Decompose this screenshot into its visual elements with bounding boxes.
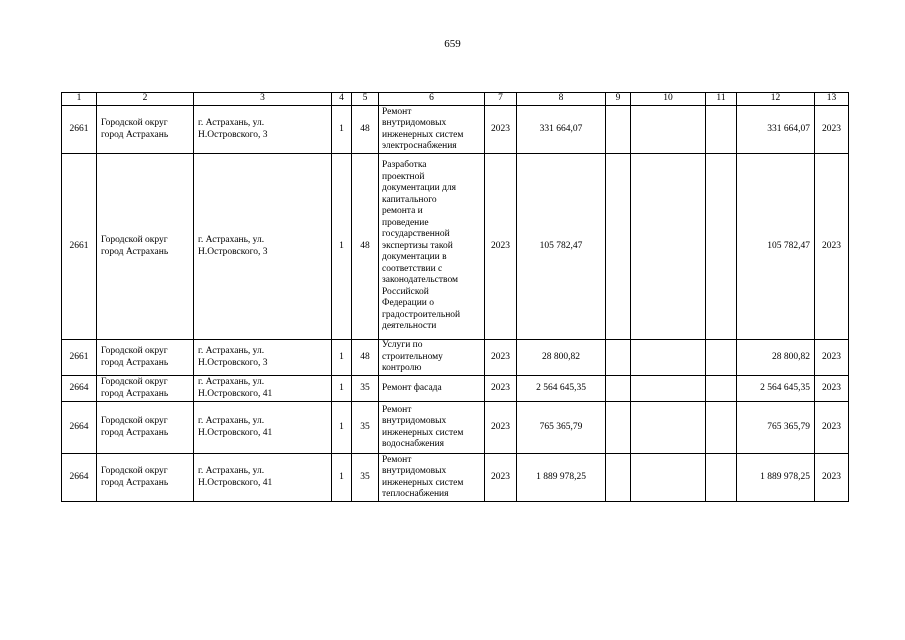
table-cell-col-9 [606, 454, 631, 502]
table-cell-col-8: 2 564 645,35 [517, 376, 606, 402]
table-cell-col-4: 1 [332, 402, 352, 454]
table-cell-col-11 [706, 376, 737, 402]
table-cell-col-4: 1 [332, 454, 352, 502]
header-cell: 9 [606, 93, 631, 106]
table-cell-col-1: 2664 [62, 402, 97, 454]
table-cell-col-5: 48 [352, 340, 379, 376]
table-cell-col-2: Городской округ город Астрахань [97, 454, 194, 502]
header-cell: 5 [352, 93, 379, 106]
table-cell-col-4: 1 [332, 376, 352, 402]
header-row [62, 93, 849, 106]
table-cell-col-9 [606, 402, 631, 454]
table-cell-col-6: Ремонт внутридомовых инженерных систем теплоснабжения [379, 454, 485, 502]
table-cell-col-6: Ремонт внутридомовых инженерных систем электроснабжения [379, 106, 485, 154]
table-cell-col-8: 765 365,79 [517, 402, 606, 454]
table-cell-col-4: 1 [332, 340, 352, 376]
table-cell-col-7: 2023 [485, 454, 517, 502]
table-cell-col-9 [606, 340, 631, 376]
table-cell-col-11 [706, 154, 737, 340]
table-cell-col-1: 2664 [62, 376, 97, 402]
table-cell-col-4: 1 [332, 154, 352, 340]
header-cell: 1 [62, 93, 97, 106]
table-cell-col-5: 48 [352, 154, 379, 340]
table-cell-col-5: 35 [352, 454, 379, 502]
header-cell: 7 [485, 93, 517, 106]
table-cell-col-12: 1 889 978,25 [737, 454, 815, 502]
table-cell-col-2: Городской округ город Астрахань [97, 154, 194, 340]
header-cell: 8 [517, 93, 606, 106]
table-row [62, 376, 849, 402]
table-cell-col-7: 2023 [485, 106, 517, 154]
table-cell-col-7: 2023 [485, 154, 517, 340]
table-cell-col-13: 2023 [815, 376, 849, 402]
table-cell-col-10 [631, 340, 706, 376]
table-cell-col-6: Разработка проектной документации для капитального ремонта и проведение государственной экспертизы такой документации в соответствии с законодательством Российской Федерации о градостроительной деятельности [379, 154, 485, 340]
table-cell-col-2: Городской округ город Астрахань [97, 376, 194, 402]
table-cell-col-4: 1 [332, 106, 352, 154]
table-cell-col-2: Городской округ город Астрахань [97, 106, 194, 154]
header-cell: 3 [194, 93, 332, 106]
table-row [62, 454, 849, 502]
header-cell: 6 [379, 93, 485, 106]
table-cell-col-10 [631, 402, 706, 454]
header-cell: 13 [815, 93, 849, 106]
table-cell-col-11 [706, 106, 737, 154]
table-cell-col-9 [606, 154, 631, 340]
table-cell-col-12: 331 664,07 [737, 106, 815, 154]
table-cell-col-2: Городской округ город Астрахань [97, 340, 194, 376]
header-cell: 10 [631, 93, 706, 106]
table-cell-col-5: 35 [352, 376, 379, 402]
table-cell-col-3: г. Астрахань, ул. Н.Островского, 41 [194, 454, 332, 502]
table-cell-col-13: 2023 [815, 454, 849, 502]
header-cell: 4 [332, 93, 352, 106]
table-row [62, 340, 849, 376]
table-cell-col-11 [706, 340, 737, 376]
table-cell-col-7: 2023 [485, 376, 517, 402]
table-cell-col-13: 2023 [815, 340, 849, 376]
table-cell-col-13: 2023 [815, 402, 849, 454]
table-cell-col-6: Ремонт внутридомовых инженерных систем водоснабжения [379, 402, 485, 454]
table-cell-col-7: 2023 [485, 340, 517, 376]
header-cell: 11 [706, 93, 737, 106]
table-cell-col-10 [631, 154, 706, 340]
header-cell: 12 [737, 93, 815, 106]
table-cell-col-8: 1 889 978,25 [517, 454, 606, 502]
table-cell-col-10 [631, 454, 706, 502]
table-cell-col-5: 48 [352, 106, 379, 154]
table-cell-col-1: 2661 [62, 106, 97, 154]
table-cell-col-12: 765 365,79 [737, 402, 815, 454]
table-cell-col-1: 2664 [62, 454, 97, 502]
table-cell-col-6: Услуги по строительному контролю [379, 340, 485, 376]
table-cell-col-11 [706, 402, 737, 454]
table-cell-col-12: 2 564 645,35 [737, 376, 815, 402]
data-table [61, 92, 849, 502]
table-cell-col-3: г. Астрахань, ул. Н.Островского, 3 [194, 154, 332, 340]
table-cell-col-3: г. Астрахань, ул. Н.Островского, 41 [194, 376, 332, 402]
table-row [62, 154, 849, 340]
table-cell-col-3: г. Астрахань, ул. Н.Островского, 3 [194, 106, 332, 154]
table-cell-col-10 [631, 106, 706, 154]
table-row [62, 106, 849, 154]
table-cell-col-1: 2661 [62, 154, 97, 340]
table-cell-col-6: Ремонт фасада [379, 376, 485, 402]
table-cell-col-9 [606, 106, 631, 154]
table-cell-col-8: 28 800,82 [517, 340, 606, 376]
table-cell-col-2: Городской округ город Астрахань [97, 402, 194, 454]
table-cell-col-9 [606, 376, 631, 402]
table-cell-col-13: 2023 [815, 106, 849, 154]
table-cell-col-3: г. Астрахань, ул. Н.Островского, 41 [194, 402, 332, 454]
table-cell-col-12: 28 800,82 [737, 340, 815, 376]
table-cell-col-8: 105 782,47 [517, 154, 606, 340]
table-cell-col-1: 2661 [62, 340, 97, 376]
table-cell-col-10 [631, 376, 706, 402]
table-cell-col-7: 2023 [485, 402, 517, 454]
table-cell-col-12: 105 782,47 [737, 154, 815, 340]
header-cell: 2 [97, 93, 194, 106]
table-cell-col-8: 331 664,07 [517, 106, 606, 154]
page-number: 659 [444, 38, 461, 50]
table-cell-col-3: г. Астрахань, ул. Н.Островского, 3 [194, 340, 332, 376]
table-cell-col-11 [706, 454, 737, 502]
table-cell-col-5: 35 [352, 402, 379, 454]
table-cell-col-13: 2023 [815, 154, 849, 340]
table-row [62, 402, 849, 454]
